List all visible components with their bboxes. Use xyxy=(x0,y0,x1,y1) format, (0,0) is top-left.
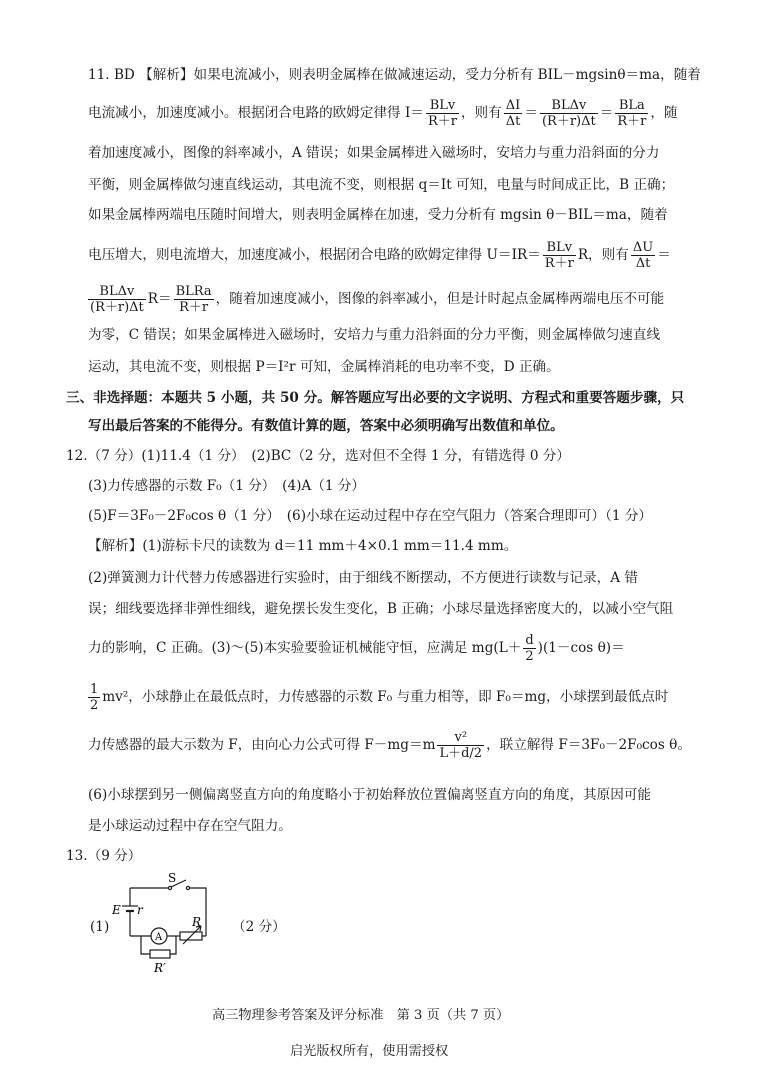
q12-l9-text-a: 力传感器的最大示数为 F，由向心力公式可得 F－mg＝m xyxy=(88,737,436,753)
page-footer: 高三物理参考答案及评分标准 第 3 页（共 7 页） xyxy=(212,1008,510,1023)
q11-l2-text-b: ，则有 xyxy=(460,105,502,121)
shunt-resistor-label: R′ xyxy=(154,961,166,975)
q11-line-9: 运动，其电流不变，则根据 P＝I²r 可知，金属棒消耗的电功率不变，D 正确。 xyxy=(88,359,560,375)
q11-l2-text-e: ，随 xyxy=(650,105,678,121)
q12-l8-text: mv²，小球静止在最低点时，力传感器的示数 F₀ 与重力相等，即 F₀＝mg，小球摆到最低点时 xyxy=(102,689,669,705)
frac-numerator: BLΔv xyxy=(88,284,146,300)
q12-frac-half xyxy=(88,682,100,713)
q12-line-11: 是小球运动过程中存在空气阻力。 xyxy=(88,818,292,834)
q12-line-10: (6)小球摆到另一侧偏离竖直方向的角度略小于初始释放位置偏离竖直方向的角度，其原因可能 xyxy=(88,787,652,803)
q12-line-8 xyxy=(86,682,668,713)
frac-denominator: 2 xyxy=(525,649,534,664)
frac-denominator: (R＋r)Δt xyxy=(90,300,144,315)
q13-part1-score: （2 分） xyxy=(232,919,286,935)
switch-contact-right xyxy=(186,886,189,889)
section3-instructions-line-1: 三、非选择题：本题共 5 小题，共 50 分。解答题应写出必要的文字说明、方程式和重要答题步骤，只 xyxy=(66,390,685,406)
q11-frac-u xyxy=(543,240,576,271)
section3-instructions-line-2: 写出最后答案的不能得分。有数值计算的题，答案中必须明确写出数值和单位。 xyxy=(88,418,564,434)
frac-denominator: L＋d/2 xyxy=(439,746,483,761)
q11-l7-text-b: ，随着加速度减小，图像的斜率减小，但是计时起点金属棒两端电压不可能 xyxy=(215,291,665,307)
q11-l2-text-a: 电流减小，加速度减小。根据闭合电路的欧姆定律得 I＝ xyxy=(88,105,424,121)
q12-line-1: 12.（7 分）(1)11.4（1 分） (2)BC（2 分，选对但不全得 1 分，有错选得 0 分） xyxy=(66,448,570,464)
q11-l6-text-a: 电压增大，则电流增大，加速度减小，根据闭合电路的欧姆定律得 U＝IR＝ xyxy=(88,247,541,263)
q11-line-7 xyxy=(86,284,664,315)
frac-numerator: BLv xyxy=(426,98,459,114)
q11-line-4: 平衡，则金属棒做匀速直线运动，其电流不变，则根据 q＝It 可知，电量与时间成正比，B 正确； xyxy=(88,177,675,193)
copyright-notice: 启光版权所有，使用需授权 xyxy=(290,1044,449,1059)
q11-line-2 xyxy=(88,98,678,129)
q12-frac-d-2 xyxy=(523,633,535,664)
q12-line-4: 【解析】(1)游标卡尺的读数为 d＝11 mm＋4×0.1 mm＝11.4 mm。 xyxy=(88,538,518,554)
frac-denominator: R＋r xyxy=(617,114,647,129)
equals-sign: ＝ xyxy=(599,105,614,121)
frac-denominator: 2 xyxy=(90,698,99,713)
q11-frac-blra xyxy=(174,284,214,315)
q11-frac-bldv xyxy=(540,98,598,129)
q11-line-6 xyxy=(88,240,671,271)
frac-numerator: ΔI xyxy=(504,98,523,114)
frac-numerator: BLΔv xyxy=(540,98,598,114)
q12-line-3: (5)F＝3F₀－2F₀cos θ（1 分） (6)小球在运动过程中存在空气阻力（答案合理即可）（1 分） xyxy=(88,508,653,524)
frac-numerator: v² xyxy=(437,730,484,746)
shunt-wire-right xyxy=(170,936,176,954)
frac-numerator: ΔU xyxy=(632,240,654,255)
q12-line-9 xyxy=(88,730,691,761)
frac-denominator: R＋r xyxy=(179,300,209,315)
frac-numerator: BLa xyxy=(615,98,648,114)
q12-line-7 xyxy=(88,633,625,664)
q11-line-8: 为零，C 错误；如果金属棒进入磁场时，安培力与重力沿斜面的分力平衡，则金属棒做匀速直线 xyxy=(88,327,661,343)
ammeter-label: A xyxy=(155,932,163,943)
q12-line-6: 误；细线要选择非弹性细线，避免摆长发生变化，B 正确；小球尽量选择密度大的，以减小空气阻 xyxy=(88,601,674,617)
q12-l9-text-b: ，联立解得 F＝3F₀－2F₀cos θ。 xyxy=(486,737,691,753)
frac-numerator: 1 xyxy=(90,682,99,697)
q11-line-1: 11. BD 【解析】如果电流减小，则表明金属棒在做减速运动，受力分析有 BIL－mgsinθ＝ma，随着 xyxy=(88,67,701,83)
q11-line-3: 着加速度减小，图像的斜率减小，A 错误；如果金属棒进入磁场时，安培力与重力沿斜面的分力 xyxy=(88,145,660,161)
q12-l7-text-b: )(1－cos θ)＝ xyxy=(537,640,625,656)
q11-l7-text-a: R＝ xyxy=(147,291,172,307)
q11-frac-bla xyxy=(615,98,648,129)
frac-denominator: R＋r xyxy=(427,114,457,129)
frac-numerator: d xyxy=(525,633,534,648)
switch-label: S xyxy=(168,871,177,885)
frac-numerator: BLv xyxy=(543,240,576,256)
shunt-resistor-body xyxy=(150,950,170,958)
q11-frac-di-dt xyxy=(504,98,523,129)
q12-line-2: (3)力传感器的示数 F₀（1 分） (4)A（1 分） xyxy=(88,478,365,494)
shunt-wire-left xyxy=(141,936,150,954)
internal-resistance-label: r xyxy=(137,903,143,917)
q11-frac-i xyxy=(426,98,459,129)
q11-frac-du-dt xyxy=(631,240,655,271)
frac-denominator: R＋r xyxy=(544,256,574,271)
equals-sign: ＝ xyxy=(524,105,538,121)
q12-line-5: (2)弹簧测力计代替力传感器进行实验时，由于细线不断摆动，不方便进行读数与记录，A 错 xyxy=(88,570,638,586)
q13-title: 13.（9 分） xyxy=(66,848,142,864)
emf-label: E xyxy=(112,903,121,917)
q13-part1-label: (1) xyxy=(90,919,110,935)
q12-frac-v2 xyxy=(437,730,484,761)
frac-numerator: BLRa xyxy=(175,284,212,299)
q11-line-5: 如果金属棒两端电压随时间增大，则表明金属棒在加速，受力分析有 mgsin θ－BIL＝ma，随着 xyxy=(88,207,668,223)
rheostat-label: R xyxy=(192,915,202,929)
equals-sign: ＝ xyxy=(657,247,671,263)
q13-circuit-diagram xyxy=(108,870,248,980)
frac-denominator: Δt xyxy=(635,256,651,271)
q12-l7-text-a: 力的影响，C 正确。(3)～(5)本实验要验证机械能守恒，应满足 mg(L＋ xyxy=(88,640,522,656)
q11-l6-text-b: R，则有 xyxy=(577,247,629,263)
q11-frac-bldv-2 xyxy=(88,284,146,315)
frac-denominator: (R＋r)Δt xyxy=(541,114,596,129)
frac-denominator: Δt xyxy=(505,114,521,129)
